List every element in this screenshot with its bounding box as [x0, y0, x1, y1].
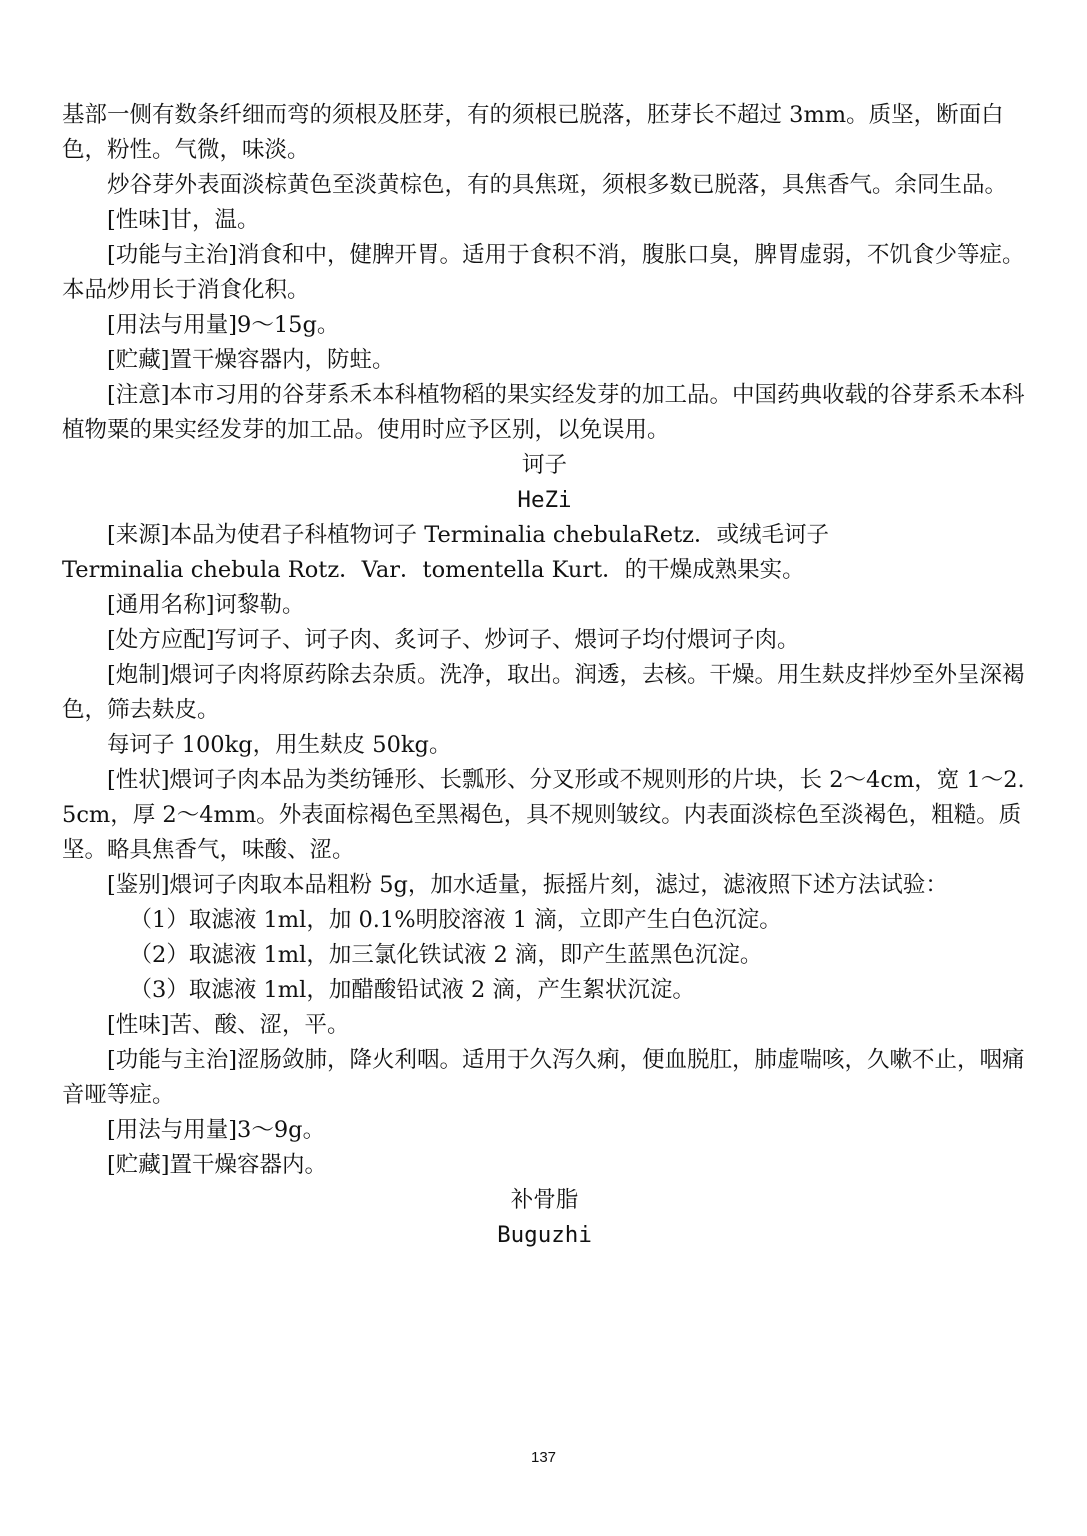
paragraph-fried-guya: 炒谷芽外表面淡棕黄色至淡黄棕色，有的具焦斑，须根多数已脱落，具焦香气。余同生品。: [107, 172, 1008, 198]
heading-hezi: 诃子: [521, 452, 567, 478]
paragraph-hezi-identification: [鉴别]煨诃子肉取本品粗粉 5g，加水适量，振摇片刻，滤过，滤液照下述方法试验：: [107, 872, 948, 898]
list-item-test-1: （1）取滤液 1ml，加 0.1%明胶溶液 1 滴，立即产生白色沉淀。: [129, 907, 782, 933]
paragraph-hezi-dosage: [用法与用量]3～9g。: [107, 1117, 326, 1143]
paragraph-hezi-processing: [炮制]煨诃子肉将原药除去杂质。洗净，取出。润透，去核。干燥。用生麸皮拌炒至外呈深褐色，筛去麸皮。: [62, 662, 1025, 723]
paragraph-hezi-prescription: [处方应配]写诃子、诃子肉、炙诃子、炒诃子、煨诃子均付煨诃子肉。: [107, 627, 800, 653]
paragraph-hezi-taste: [性味]苦、酸、涩，平。: [107, 1012, 350, 1038]
list-item-test-2: （2）取滤液 1ml，加三氯化铁试液 2 滴，即产生蓝黑色沉淀。: [129, 942, 763, 968]
page-number: 137: [530, 1449, 557, 1466]
paragraph-guya-storage: [贮藏]置干燥容器内，防蛀。: [107, 347, 395, 373]
heading-buguzhi-pinyin: Buguzhi: [497, 1222, 592, 1248]
text-continuation: 基部一侧有数条纤细而弯的须根及胚芽，有的须根已脱落，胚芽长不超过 3mm。质坚，断面白色，粉性。气微，味淡。: [62, 102, 1004, 163]
paragraph-hezi-source-cont: Terminalia chebula Rotz．Var．tomentella Kurt．的干燥成熟果实。: [62, 557, 805, 583]
paragraph-guya-taste: [性味]甘，温。: [107, 207, 260, 233]
paragraph-hezi-storage: [贮藏]置干燥容器内。: [107, 1152, 328, 1178]
paragraph-hezi-function: [功能与主治]涩肠敛肺，降火利咽。适用于久泻久痢，便血脱肛，肺虚喘咳，久嗽不止，咽痛音哑等症。: [62, 1047, 1025, 1108]
heading-hezi-pinyin: HeZi: [517, 487, 572, 513]
paragraph-hezi-source: [来源]本品为使君子科植物诃子 Terminalia chebulaRetz．或绒毛诃子: [107, 522, 830, 548]
paragraph-guya-function: [功能与主治]消食和中，健脾开胃。适用于食积不消，腹胀口臭，脾胃虚弱，不饥食少等症。本品炒用长于消食化积。: [62, 242, 1025, 303]
paragraph-guya-dosage: [用法与用量]9～15g。: [107, 312, 340, 338]
paragraph-hezi-common-name: [通用名称]诃黎勒。: [107, 592, 305, 618]
paragraph-guya-note: [注意]本市习用的谷芽系禾本科植物稻的果实经发芽的加工品。中国药典收载的谷芽系禾本科植物粟的果实经发芽的加工品。使用时应予区别，以免误用。: [62, 382, 1025, 443]
paragraph-hezi-ratio: 每诃子 100kg，用生麸皮 50kg。: [107, 732, 452, 758]
heading-buguzhi: 补骨脂: [510, 1187, 579, 1213]
paragraph-hezi-character: [性状]煨诃子肉本品为类纺锤形、长瓢形、分叉形或不规则形的片块，长 2～4cm，宽 1～2.5cm，厚 2～4mm。外表面棕褐色至黑褐色，具不规则皱纹。内表面淡棕色至淡褐色，粗糙。质坚。略具焦香气，味酸、涩。: [62, 767, 1025, 863]
list-item-test-3: （3）取滤液 1ml，加醋酸铅试液 2 滴，产生絮状沉淀。: [129, 977, 695, 1003]
